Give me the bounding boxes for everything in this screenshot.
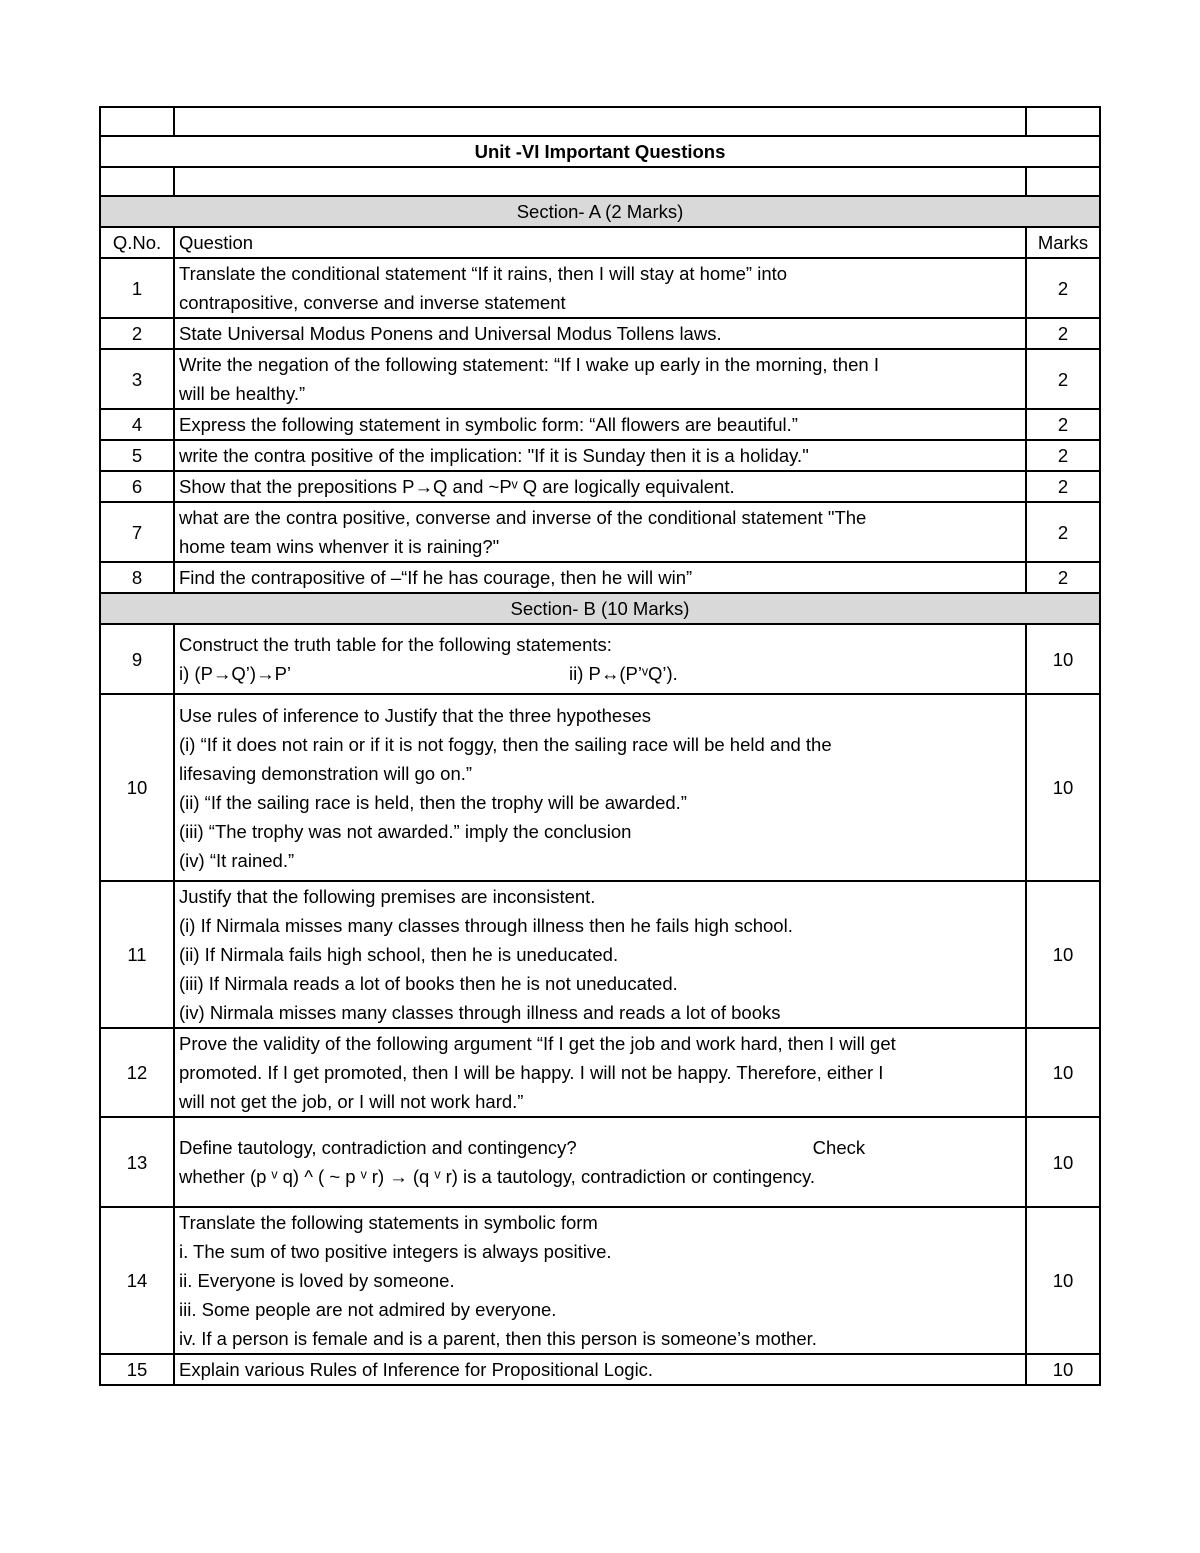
question-line: (iv) Nirmala misses many classes through illness and reads a lot of books bbox=[179, 1002, 781, 1023]
question-text bbox=[174, 694, 1026, 881]
question-text bbox=[174, 1207, 1026, 1354]
question-number: 14 bbox=[100, 1207, 174, 1354]
question-line: Justify that the following premises are inconsistent. bbox=[179, 886, 596, 907]
table-row bbox=[100, 694, 1100, 881]
question-line: (ii) “If the sailing race is held, then the trophy will be awarded.” bbox=[179, 791, 687, 813]
question-text bbox=[174, 1117, 1026, 1207]
question-line: what are the contra positive, converse and inverse of the conditional statement "The bbox=[179, 507, 867, 528]
question-line: Use rules of inference to Justify that the three hypotheses bbox=[179, 704, 652, 726]
question-number: 10 bbox=[100, 694, 174, 881]
table-row bbox=[100, 1028, 1100, 1117]
table-row bbox=[100, 318, 1100, 349]
table-row bbox=[100, 349, 1100, 409]
question-line: Translate the conditional statement “If it rains, then I will stay at home” into bbox=[179, 263, 788, 284]
question-marks: 10 bbox=[1026, 1354, 1100, 1385]
question-number: 9 bbox=[100, 624, 174, 694]
question-marks: 2 bbox=[1026, 471, 1100, 502]
question-line bbox=[179, 659, 1021, 688]
question-line: whether (p ᵛ q) ^ ( ~ p ᵛ r) → (q ᵛ r) is a tautology, contradiction or contingency. bbox=[179, 1166, 816, 1187]
question-line: (iii) “The trophy was not awarded.” imply the conclusion bbox=[179, 820, 632, 842]
empty-row bbox=[100, 167, 1100, 196]
question-line: Construct the truth table for the following statements: bbox=[179, 634, 612, 655]
question-text bbox=[174, 881, 1026, 1028]
question-number: 5 bbox=[100, 440, 174, 471]
question-number: 12 bbox=[100, 1028, 174, 1117]
table-row bbox=[100, 471, 1100, 502]
question-text: Find the contrapositive of –“If he has courage, then he will win” bbox=[174, 562, 1026, 593]
question-marks: 10 bbox=[1026, 624, 1100, 694]
table-row bbox=[100, 562, 1100, 593]
page-title: Unit -VI Important Questions bbox=[100, 136, 1100, 167]
question-part: Check bbox=[812, 1137, 866, 1158]
question-text: write the contra positive of the implication: "If it is Sunday then it is a holiday." bbox=[174, 440, 1026, 471]
question-marks: 2 bbox=[1026, 409, 1100, 440]
empty-cell bbox=[100, 107, 174, 136]
section-b-row bbox=[100, 593, 1100, 624]
question-text bbox=[174, 1028, 1026, 1117]
question-marks: 10 bbox=[1026, 1117, 1100, 1207]
question-marks: 2 bbox=[1026, 440, 1100, 471]
question-line: promoted. If I get promoted, then I will be happy. I will not be happy. Therefore, either I bbox=[179, 1062, 884, 1083]
section-a-heading: Section- A (2 Marks) bbox=[100, 196, 1100, 227]
question-number: 11 bbox=[100, 881, 174, 1028]
empty-cell bbox=[174, 167, 1026, 196]
table-row bbox=[100, 440, 1100, 471]
header-question: Question bbox=[174, 227, 1026, 258]
question-text bbox=[174, 624, 1026, 694]
question-marks: 2 bbox=[1026, 562, 1100, 593]
question-number: 3 bbox=[100, 349, 174, 409]
question-text: Show that the prepositions P→Q and ~Pᵛ Q are logically equivalent. bbox=[174, 471, 1026, 502]
table-row bbox=[100, 624, 1100, 694]
question-line: will be healthy.” bbox=[179, 383, 306, 404]
question-text: State Universal Modus Ponens and Universal Modus Tollens laws. bbox=[174, 318, 1026, 349]
question-line: ii. Everyone is loved by someone. bbox=[179, 1270, 455, 1291]
question-part: ii) P↔(P’ᵛQ’). bbox=[569, 663, 678, 684]
question-text: Express the following statement in symbolic form: “All flowers are beautiful.” bbox=[174, 409, 1026, 440]
question-marks: 10 bbox=[1026, 1028, 1100, 1117]
question-line: (ii) If Nirmala fails high school, then he is uneducated. bbox=[179, 944, 619, 965]
question-line bbox=[179, 1133, 1021, 1162]
section-b-heading: Section- B (10 Marks) bbox=[100, 593, 1100, 624]
table-row bbox=[100, 258, 1100, 318]
question-line: (iii) If Nirmala reads a lot of books then he is not uneducated. bbox=[179, 973, 678, 994]
header-qno: Q.No. bbox=[100, 227, 174, 258]
question-line: (iv) “It rained.” bbox=[179, 849, 295, 871]
question-number: 6 bbox=[100, 471, 174, 502]
empty-row bbox=[100, 107, 1100, 136]
question-marks: 2 bbox=[1026, 258, 1100, 318]
question-line: home team wins whenver it is raining?" bbox=[179, 536, 500, 557]
question-marks: 2 bbox=[1026, 318, 1100, 349]
table-row bbox=[100, 881, 1100, 1028]
empty-cell bbox=[100, 167, 174, 196]
empty-cell bbox=[174, 107, 1026, 136]
question-part: Define tautology, contradiction and contingency? bbox=[179, 1137, 577, 1158]
questions-table bbox=[99, 106, 1101, 1386]
header-row bbox=[100, 227, 1100, 258]
table-row bbox=[100, 1207, 1100, 1354]
question-number: 15 bbox=[100, 1354, 174, 1385]
question-text bbox=[174, 349, 1026, 409]
question-text bbox=[174, 502, 1026, 562]
question-number: 13 bbox=[100, 1117, 174, 1207]
title-row bbox=[100, 136, 1100, 167]
table-row bbox=[100, 502, 1100, 562]
question-line: iv. If a person is female and is a parent, then this person is someone’s mother. bbox=[179, 1328, 817, 1349]
table-row bbox=[100, 409, 1100, 440]
question-text: Explain various Rules of Inference for Propositional Logic. bbox=[174, 1354, 1026, 1385]
question-line: Write the negation of the following statement: “If I wake up early in the morning, then I bbox=[179, 354, 879, 375]
question-number: 1 bbox=[100, 258, 174, 318]
section-a-row bbox=[100, 196, 1100, 227]
question-line: contrapositive, converse and inverse statement bbox=[179, 292, 566, 313]
question-number: 8 bbox=[100, 562, 174, 593]
question-line: lifesaving demonstration will go on.” bbox=[179, 762, 473, 784]
question-line: Translate the following statements in symbolic form bbox=[179, 1212, 598, 1233]
question-text bbox=[174, 258, 1026, 318]
question-line: i. The sum of two positive integers is always positive. bbox=[179, 1241, 612, 1262]
question-line: Prove the validity of the following argument “If I get the job and work hard, then I will get bbox=[179, 1033, 896, 1054]
question-marks: 10 bbox=[1026, 1207, 1100, 1354]
question-line: (i) “If it does not rain or if it is not foggy, then the sailing race will be held and the bbox=[179, 733, 832, 755]
header-marks: Marks bbox=[1026, 227, 1100, 258]
question-line: iii. Some people are not admired by everyone. bbox=[179, 1299, 557, 1320]
question-number: 7 bbox=[100, 502, 174, 562]
question-number: 4 bbox=[100, 409, 174, 440]
question-line: (i) If Nirmala misses many classes through illness then he fails high school. bbox=[179, 915, 793, 936]
question-line: will not get the job, or I will not work hard.” bbox=[179, 1091, 524, 1112]
table-row bbox=[100, 1354, 1100, 1385]
table-row bbox=[100, 1117, 1100, 1207]
question-number: 2 bbox=[100, 318, 174, 349]
question-marks: 2 bbox=[1026, 502, 1100, 562]
question-marks: 10 bbox=[1026, 694, 1100, 881]
question-part: i) (P→Q’)→P’ bbox=[179, 663, 292, 684]
empty-cell bbox=[1026, 167, 1100, 196]
empty-cell bbox=[1026, 107, 1100, 136]
question-marks: 2 bbox=[1026, 349, 1100, 409]
question-marks: 10 bbox=[1026, 881, 1100, 1028]
